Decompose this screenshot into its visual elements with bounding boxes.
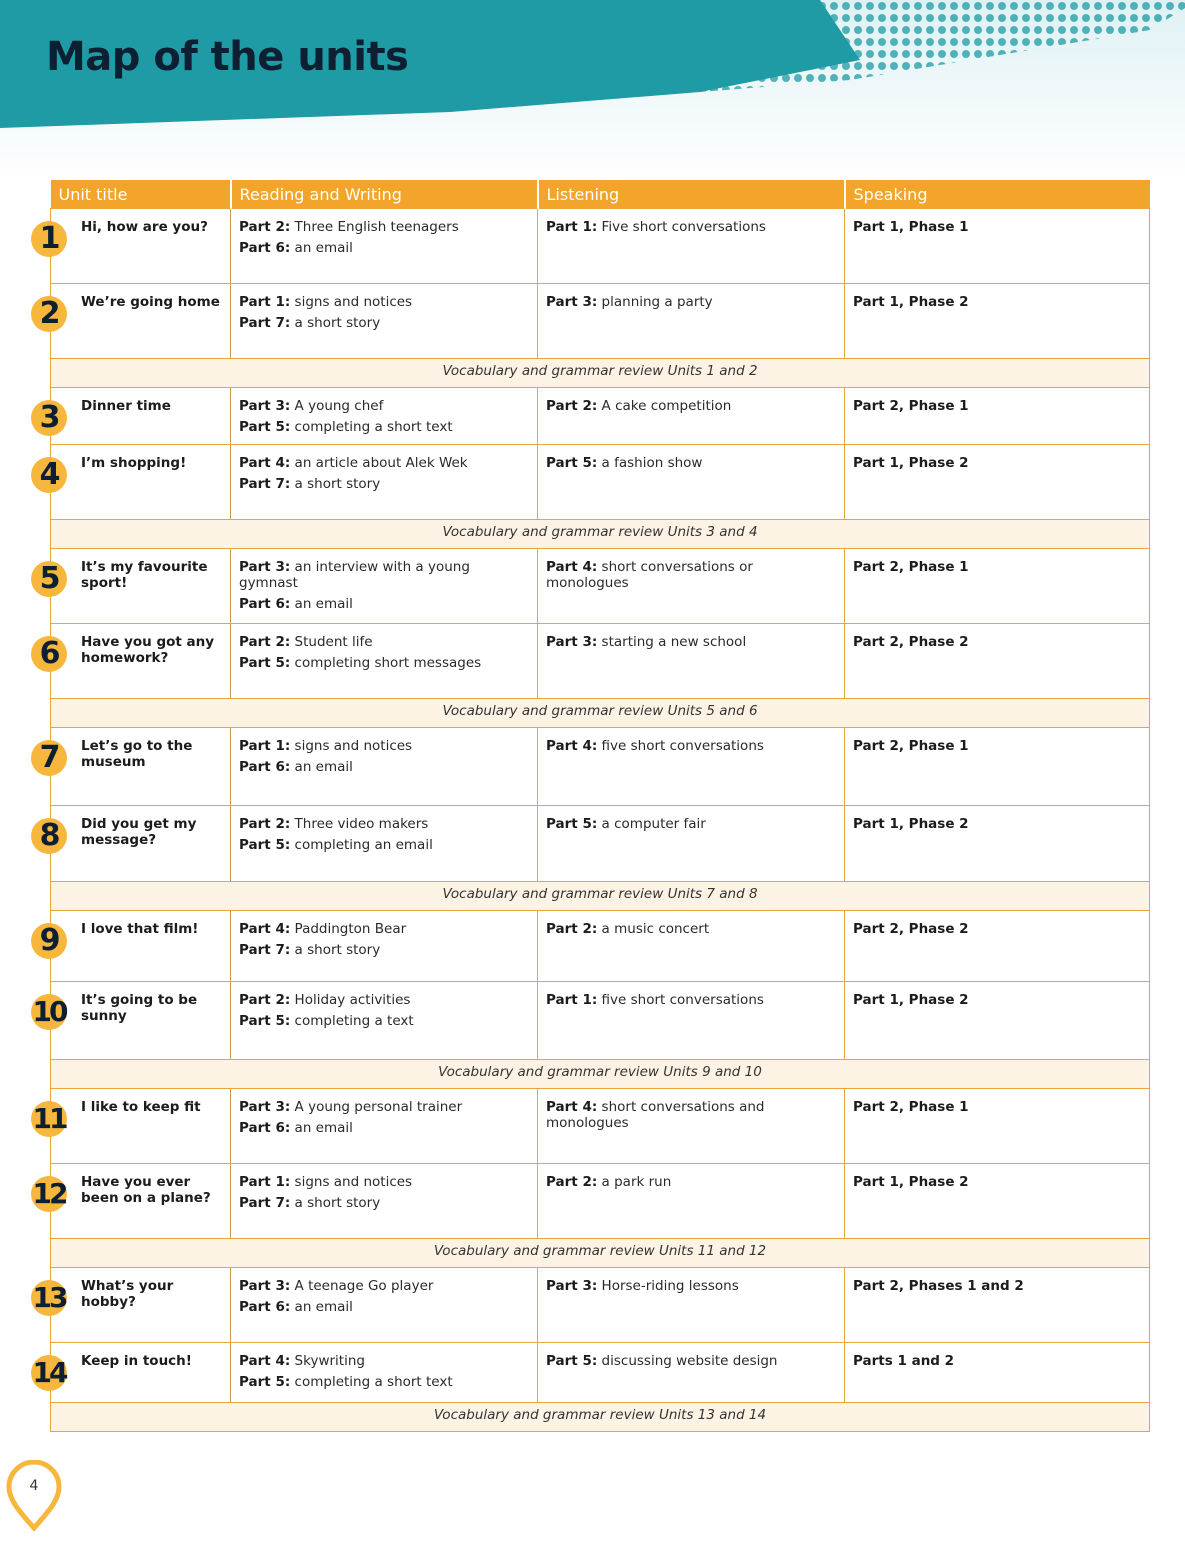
review-cell: Vocabulary and grammar review Units 11 and 12 [51, 1239, 1150, 1268]
reading-writing-cell [231, 806, 538, 882]
part-text: a short story [294, 476, 381, 492]
part-line [546, 816, 836, 832]
part-text: Three English teenagers [294, 219, 459, 235]
part-label: Part 4: [546, 1099, 598, 1115]
speaking-cell [845, 806, 1150, 882]
part-text: a short story [294, 315, 381, 331]
part-label: Part 5: [239, 1013, 291, 1029]
review-cell: Vocabulary and grammar review Units 3 and 4 [51, 520, 1150, 549]
part-line [239, 837, 529, 853]
part-label: Part 5: [546, 816, 598, 832]
unit-number-badge: 11 [32, 1102, 66, 1135]
part-label: Part 1: [546, 992, 598, 1008]
unit-title-cell [32, 1164, 231, 1239]
review-cell: Vocabulary and grammar review Units 1 and 2 [51, 359, 1150, 388]
part-text: Holiday activities [294, 992, 411, 1008]
unit-title-cell [39, 806, 231, 882]
unit-title-cell [32, 1089, 231, 1164]
speaking-text: Parts 1 and 2 [853, 1353, 955, 1369]
reading-writing-cell [231, 728, 538, 806]
part-label: Part 4: [546, 738, 598, 754]
part-text: short conversations and monologues [546, 1099, 765, 1131]
part-line [239, 1099, 529, 1115]
unit-title-cell [39, 445, 231, 520]
part-label: Part 1: [239, 738, 291, 754]
reading-writing-cell [231, 284, 538, 359]
speaking-text: Part 2, Phase 1 [853, 738, 969, 754]
part-line [239, 655, 529, 671]
part-label: Part 3: [239, 1278, 291, 1294]
part-text: Skywriting [294, 1353, 365, 1369]
part-line [546, 1174, 836, 1190]
part-label: Part 3: [546, 294, 598, 310]
speaking-cell [845, 1089, 1150, 1164]
table-row [51, 1164, 1150, 1239]
listening-cell [538, 911, 845, 982]
table-row [51, 982, 1150, 1060]
speaking-cell [845, 1343, 1150, 1403]
unit-title: I like to keep fit [81, 1099, 201, 1115]
unit-title: Keep in touch! [81, 1353, 192, 1369]
reading-writing-cell [231, 911, 538, 982]
part-text: signs and notices [294, 738, 413, 754]
unit-number-badge: 8 [31, 818, 67, 854]
part-line [546, 634, 836, 650]
reading-writing-cell [231, 388, 538, 445]
unit-title-cell [39, 209, 231, 284]
part-line [239, 738, 529, 754]
part-line [239, 759, 529, 775]
page-title: Map of the units [46, 34, 409, 80]
part-line [546, 294, 836, 310]
unit-number-badge: 14 [32, 1356, 66, 1389]
speaking-cell [845, 284, 1150, 359]
part-text: completing a short text [294, 1374, 453, 1390]
review-cell: Vocabulary and grammar review Units 13 and 14 [51, 1403, 1150, 1432]
part-text: Horse-riding lessons [601, 1278, 739, 1294]
unit-title-cell [32, 1268, 231, 1343]
part-label: Part 6: [239, 1299, 291, 1315]
part-text: an email [294, 596, 353, 612]
part-label: Part 6: [239, 759, 291, 775]
unit-number-badge: 13 [32, 1281, 66, 1314]
part-text: A young personal trainer [294, 1099, 463, 1115]
part-label: Part 2: [239, 634, 291, 650]
unit-title-cell [39, 728, 231, 806]
part-line [546, 1099, 836, 1131]
reading-writing-cell [231, 982, 538, 1060]
part-text: Student life [294, 634, 373, 650]
part-label: Part 6: [239, 1120, 291, 1136]
part-line [546, 455, 836, 471]
speaking-text: Part 1, Phase 2 [853, 816, 969, 832]
part-text: completing short messages [294, 655, 482, 671]
part-line [239, 240, 529, 256]
table-row [51, 549, 1150, 624]
unit-number-badge: 6 [31, 636, 67, 672]
review-row [51, 1239, 1150, 1268]
part-text: completing a text [294, 1013, 414, 1029]
review-row [51, 699, 1150, 728]
speaking-cell [845, 209, 1150, 284]
unit-number-badge: 9 [31, 923, 67, 959]
unit-number-badge: 2 [31, 296, 67, 332]
part-text: a park run [601, 1174, 672, 1190]
listening-cell [538, 445, 845, 520]
part-label: Part 3: [239, 1099, 291, 1115]
reading-writing-cell [231, 445, 538, 520]
listening-cell [538, 549, 845, 624]
table-row [51, 911, 1150, 982]
part-label: Part 3: [239, 398, 291, 414]
unit-title: I love that film! [81, 921, 199, 937]
part-label: Part 1: [546, 219, 598, 235]
review-cell: Vocabulary and grammar review Units 5 and 6 [51, 699, 1150, 728]
part-line [239, 1195, 529, 1211]
unit-title-cell [39, 549, 231, 624]
part-label: Part 2: [546, 1174, 598, 1190]
speaking-cell [845, 911, 1150, 982]
unit-number-badge: 4 [31, 457, 67, 493]
review-row [51, 1060, 1150, 1089]
part-text: an interview with a young gymnast [239, 559, 470, 591]
part-text: Paddington Bear [294, 921, 407, 937]
speaking-text: Part 2, Phases 1 and 2 [853, 1278, 1024, 1294]
part-text: a fashion show [601, 455, 703, 471]
speaking-text: Part 1, Phase 2 [853, 455, 969, 471]
page-number: 4 [29, 1478, 39, 1494]
part-line [239, 1353, 529, 1369]
speaking-cell [845, 445, 1150, 520]
part-label: Part 2: [239, 219, 291, 235]
review-cell: Vocabulary and grammar review Units 9 and 10 [51, 1060, 1150, 1089]
reading-writing-cell [231, 1268, 538, 1343]
part-line [546, 398, 836, 414]
unit-number-badge: 12 [32, 1177, 66, 1210]
header-unit-title: Unit title [51, 180, 231, 209]
listening-cell [538, 624, 845, 699]
part-text: a music concert [601, 921, 710, 937]
part-text: a short story [294, 1195, 381, 1211]
part-line [239, 1120, 529, 1136]
reading-writing-cell [231, 209, 538, 284]
speaking-cell [845, 728, 1150, 806]
part-line [239, 559, 529, 591]
listening-cell [538, 728, 845, 806]
table-row [51, 1089, 1150, 1164]
review-cell: Vocabulary and grammar review Units 7 and 8 [51, 882, 1150, 911]
part-line [546, 992, 836, 1008]
part-label: Part 5: [239, 419, 291, 435]
part-text: a computer fair [601, 816, 706, 832]
part-text: Five short conversations [601, 219, 766, 235]
table-row [51, 624, 1150, 699]
part-label: Part 7: [239, 315, 291, 331]
unit-number-badge: 7 [31, 740, 67, 776]
unit-title-cell [39, 284, 231, 359]
part-text: A young chef [294, 398, 384, 414]
table-row [51, 1343, 1150, 1403]
part-line [239, 294, 529, 310]
listening-cell [538, 284, 845, 359]
part-label: Part 4: [239, 921, 291, 937]
part-text: starting a new school [601, 634, 747, 650]
header-banner [0, 0, 1185, 180]
part-line [239, 1374, 529, 1390]
part-line [239, 992, 529, 1008]
part-line [239, 398, 529, 414]
part-label: Part 2: [546, 921, 598, 937]
speaking-text: Part 1, Phase 2 [853, 294, 969, 310]
part-text: A teenage Go player [294, 1278, 434, 1294]
part-text: short conversations or monologues [546, 559, 753, 591]
part-line [546, 559, 836, 591]
part-label: Part 2: [239, 992, 291, 1008]
table-row [51, 445, 1150, 520]
part-label: Part 6: [239, 596, 291, 612]
reading-writing-cell [231, 549, 538, 624]
part-text: a short story [294, 942, 381, 958]
part-label: Part 3: [546, 1278, 598, 1294]
table-row [51, 284, 1150, 359]
part-line [239, 596, 529, 612]
speaking-cell [845, 549, 1150, 624]
part-text: planning a party [601, 294, 713, 310]
part-label: Part 2: [546, 398, 598, 414]
speaking-cell [845, 1268, 1150, 1343]
part-label: Part 1: [239, 1174, 291, 1190]
part-text: an email [294, 1120, 353, 1136]
part-line [239, 942, 529, 958]
unit-number-badge: 1 [31, 221, 67, 257]
part-line [546, 1278, 836, 1294]
part-line [239, 219, 529, 235]
part-text: an email [294, 759, 353, 775]
unit-title: I’m shopping! [81, 455, 187, 471]
part-label: Part 3: [546, 634, 598, 650]
unit-title: Have you got any homework? [81, 634, 215, 666]
unit-title: It’s going to be sunny [81, 992, 198, 1024]
speaking-text: Part 2, Phase 2 [853, 921, 969, 937]
reading-writing-cell [231, 1343, 538, 1403]
unit-title: Let’s go to the museum [81, 738, 193, 770]
speaking-text: Part 1, Phase 1 [853, 219, 969, 235]
part-text: signs and notices [294, 1174, 413, 1190]
part-label: Part 5: [546, 455, 598, 471]
unit-title: Dinner time [81, 398, 171, 414]
unit-title-cell [32, 982, 231, 1060]
table-row [51, 388, 1150, 445]
part-line [239, 816, 529, 832]
part-line [239, 419, 529, 435]
table-body [32, 209, 1150, 1432]
speaking-cell [845, 1164, 1150, 1239]
reading-writing-cell [231, 1089, 538, 1164]
part-label: Part 5: [239, 1374, 291, 1390]
part-label: Part 3: [239, 559, 291, 575]
listening-cell [538, 806, 845, 882]
part-label: Part 1: [239, 294, 291, 310]
speaking-text: Part 2, Phase 1 [853, 398, 969, 414]
part-line [546, 921, 836, 937]
speaking-text: Part 2, Phase 2 [853, 634, 969, 650]
part-text: an article about Alek Wek [294, 455, 468, 471]
part-text: signs and notices [294, 294, 413, 310]
unit-title: Hi, how are you? [81, 219, 208, 235]
part-line [239, 1299, 529, 1315]
speaking-cell [845, 624, 1150, 699]
part-line [239, 315, 529, 331]
part-text: an email [294, 240, 353, 256]
listening-cell [538, 209, 845, 284]
part-text: discussing website design [601, 1353, 778, 1369]
unit-number-badge: 3 [31, 400, 67, 436]
table-row [51, 1268, 1150, 1343]
listening-cell [538, 1164, 845, 1239]
speaking-text: Part 2, Phase 1 [853, 1099, 969, 1115]
part-line [239, 455, 529, 471]
part-line [239, 476, 529, 492]
part-text: completing an email [294, 837, 433, 853]
part-line [546, 738, 836, 754]
page-number-badge-icon [6, 1460, 62, 1532]
part-label: Part 5: [239, 655, 291, 671]
part-text: A cake competition [601, 398, 732, 414]
speaking-cell [845, 388, 1150, 445]
review-row [51, 359, 1150, 388]
unit-title: Did you get my message? [81, 816, 197, 848]
part-text: completing a short text [294, 419, 453, 435]
listening-cell [538, 982, 845, 1060]
unit-title-cell [39, 388, 231, 445]
part-text: five short conversations [601, 992, 764, 1008]
part-label: Part 7: [239, 476, 291, 492]
review-row [51, 882, 1150, 911]
unit-title-cell [39, 624, 231, 699]
review-row [51, 520, 1150, 549]
part-text: an email [294, 1299, 353, 1315]
header-listening: Listening [538, 180, 845, 209]
part-line [239, 921, 529, 937]
review-row [51, 1403, 1150, 1432]
table-row [51, 806, 1150, 882]
part-text: five short conversations [601, 738, 764, 754]
table-header-row [51, 180, 1150, 209]
listening-cell [538, 388, 845, 445]
unit-title: We’re going home [81, 294, 220, 310]
listening-cell [538, 1089, 845, 1164]
part-label: Part 2: [239, 816, 291, 832]
speaking-text: Part 1, Phase 2 [853, 1174, 969, 1190]
part-label: Part 5: [546, 1353, 598, 1369]
units-map-table [32, 180, 1150, 1432]
part-label: Part 7: [239, 942, 291, 958]
table-row [51, 209, 1150, 284]
header-reading-writing: Reading and Writing [231, 180, 538, 209]
unit-title-cell [32, 1343, 231, 1403]
unit-number-badge: 5 [31, 561, 67, 597]
speaking-text: Part 2, Phase 1 [853, 559, 969, 575]
part-label: Part 6: [239, 240, 291, 256]
part-label: Part 7: [239, 1195, 291, 1211]
table-row [51, 728, 1150, 806]
part-label: Part 4: [546, 559, 598, 575]
part-text: Three video makers [294, 816, 429, 832]
part-label: Part 4: [239, 455, 291, 471]
part-line [546, 219, 836, 235]
part-line [239, 1278, 529, 1294]
part-line [546, 1353, 836, 1369]
part-line [239, 1013, 529, 1029]
speaking-text: Part 1, Phase 2 [853, 992, 969, 1008]
unit-number-badge: 10 [32, 995, 66, 1028]
listening-cell [538, 1268, 845, 1343]
header-speaking: Speaking [845, 180, 1150, 209]
unit-title: What’s your hobby? [81, 1278, 174, 1310]
listening-cell [538, 1343, 845, 1403]
part-label: Part 5: [239, 837, 291, 853]
reading-writing-cell [231, 1164, 538, 1239]
part-label: Part 4: [239, 1353, 291, 1369]
speaking-cell [845, 982, 1150, 1060]
unit-title: It’s my favourite sport! [81, 559, 208, 591]
part-line [239, 1174, 529, 1190]
unit-title: Have you ever been on a plane? [81, 1174, 211, 1206]
unit-title-cell [39, 911, 231, 982]
reading-writing-cell [231, 624, 538, 699]
part-line [239, 634, 529, 650]
